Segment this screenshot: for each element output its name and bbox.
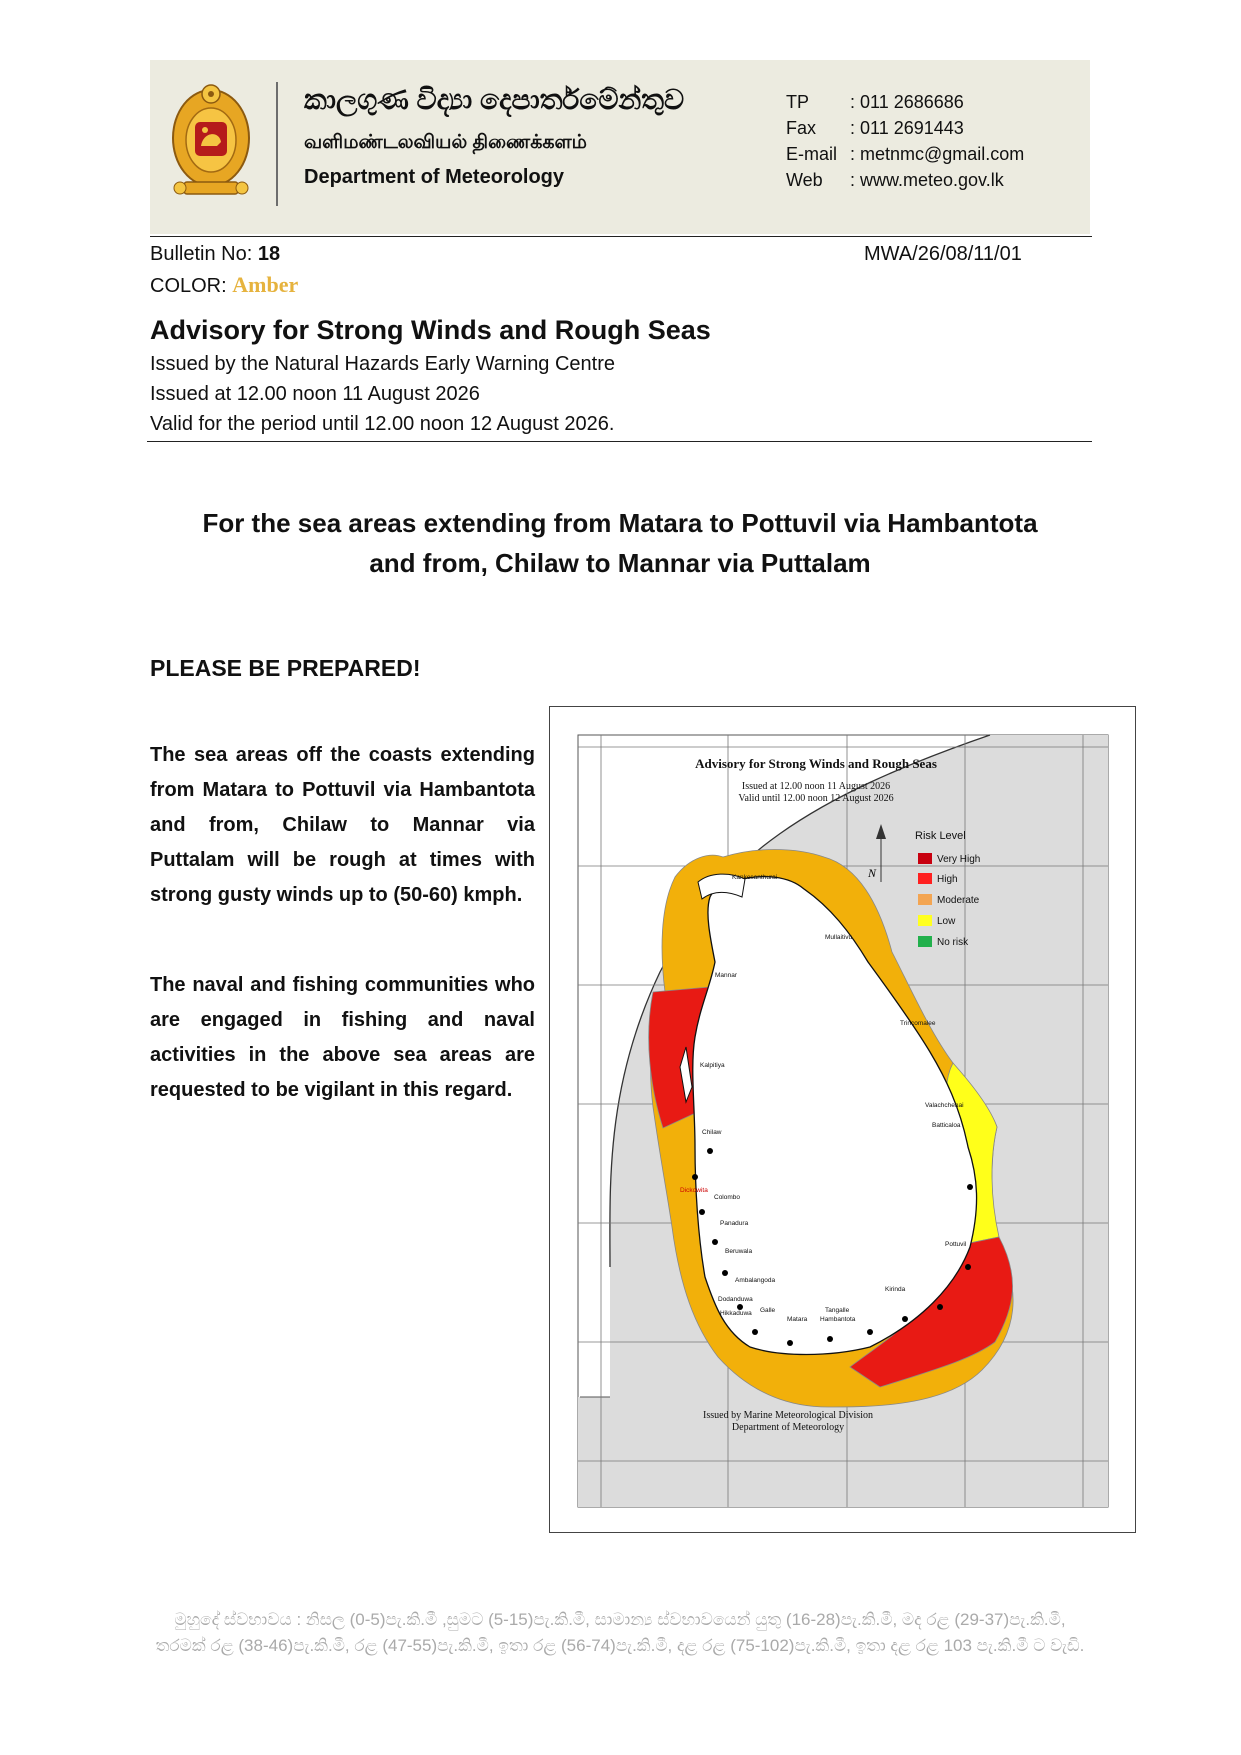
contact-web: Web : www.meteo.gov.lk	[786, 170, 1004, 190]
label-hikkaduwa: Hikkaduwa	[720, 1310, 752, 1317]
label-colombo: Colombo	[714, 1194, 741, 1201]
letterhead-divider	[276, 82, 278, 206]
bulletin-number: Bulletin No: 18	[150, 243, 281, 265]
prepared-warning: PLEASE BE PREPARED!	[150, 655, 421, 681]
label-hambantota: Hambantota	[820, 1316, 856, 1323]
header-rule	[150, 236, 1092, 237]
label-pottuvil: Pottuvil	[945, 1241, 967, 1248]
label-galle: Galle	[760, 1307, 776, 1314]
letterhead	[150, 60, 1090, 234]
map-valid: Valid until 12.00 noon 12 August 2026	[738, 793, 894, 804]
bulletin-color: COLOR: Amber	[150, 272, 299, 297]
map-issued-by: Issued by Marine Meteorological Division	[703, 1410, 873, 1421]
dept-name-english: Department of Meteorology	[304, 166, 565, 188]
sri-lanka-emblem-icon	[170, 80, 252, 200]
dept-name-tamil: வளிமண்டலவியல் திணைக்களம்	[304, 132, 587, 153]
label-ambalangoda: Ambalangoda	[735, 1277, 776, 1284]
label-mullaitivu: Mullaitivu	[825, 934, 853, 941]
legend-moderate: Moderate	[937, 895, 980, 906]
map-department: Department of Meteorology	[731, 1422, 845, 1433]
label-valachchenai: Valachchenai	[925, 1102, 964, 1109]
label-dickowita: Dickowita	[680, 1187, 708, 1194]
label-dodanduwa: Dodanduwa	[718, 1296, 753, 1303]
bulletin-reference: MWA/26/08/11/01	[864, 243, 1022, 265]
contact-email: E-mail : metnmc@gmail.com	[786, 144, 1025, 164]
valid-until: Valid for the period until 12.00 noon 12 August 2026.	[150, 413, 615, 435]
svg-text:N: N	[868, 866, 877, 880]
sea-state-footer: මුහුදේ ස්වභාවය : නිසල (0-5)පැ.කි.මී ,සුමට (5-15)පැ.කි.මී, සාමාන්‍ය ස්වභාවයෙන් යුතු (16-28)පැ.කි.මී, මද රළ (29-37)පැ.කි.මී, තරමක් රළ (38-46)පැ.කි.මී, රළ (47-55)පැ.කි.මී, ඉතා රළ (56-74)පැ.කි.මී, දළ රළ (75-102)පැ.කි.මී, ඉතා දළ රළ 103 පැ.කි.මී ට වැඩි.	[155, 1610, 1085, 1655]
issued-at: Issued at 12.00 noon 11 August 2026	[150, 383, 480, 405]
label-matara: Matara	[787, 1316, 808, 1323]
legend-no-risk: No risk	[937, 937, 969, 948]
label-mannar: Mannar	[715, 972, 738, 979]
label-kirinda: Kirinda	[885, 1286, 906, 1293]
contact-fax: Fax : 011 2691443	[786, 118, 964, 138]
legend-title: Risk Level	[915, 830, 966, 842]
issued-by: Issued by the Natural Hazards Early Warning Centre	[150, 353, 616, 375]
label-tangalle: Tangalle	[825, 1307, 850, 1314]
label-beruwala: Beruwala	[725, 1248, 753, 1255]
sea-area-heading: For the sea areas extending from Matara to Pottuvil via Hambantota and from, Chilaw to Mannar via Puttalam	[202, 508, 1038, 578]
label-kalpitiya: Kalpitiya	[700, 1062, 725, 1069]
advisory-paragraph-1: The sea areas off the coasts extending from Matara to Pottuvil via Hambantota and from, Chilaw to Mannar via Puttalam will be rough at times with strong gusty winds up to (50-60) kmph.	[150, 744, 535, 906]
advisory-rule	[147, 441, 1092, 442]
legend-high: High	[937, 874, 958, 885]
dept-name-sinhala: කාලගුණ විද්‍යා දෙපාර්තමේන්තුව	[304, 84, 685, 115]
label-batticaloa: Batticaloa	[932, 1122, 961, 1129]
risk-map	[549, 706, 1136, 1533]
label-kankesanthurai: Kankesanthurai	[732, 874, 778, 881]
advisory-title: Advisory for Strong Winds and Rough Seas	[150, 315, 711, 345]
label-panadura: Panadura	[720, 1220, 749, 1227]
legend-very-high: Very High	[937, 854, 981, 865]
map-title: Advisory for Strong Winds and Rough Seas	[695, 756, 937, 771]
legend-low: Low	[937, 916, 956, 927]
color-value: Amber	[232, 272, 299, 297]
label-chilaw: Chilaw	[702, 1129, 722, 1136]
map-issued: Issued at 12.00 noon 11 August 2026	[741, 781, 891, 792]
advisory-paragraph-2: The naval and fishing communities who are engaged in fishing and naval activities in the above sea areas are requested to be vigilant in this regard.	[150, 974, 535, 1101]
label-trincomalee: Trincomalee	[900, 1020, 936, 1027]
contact-tp: TP : 011 2686686	[786, 92, 964, 112]
